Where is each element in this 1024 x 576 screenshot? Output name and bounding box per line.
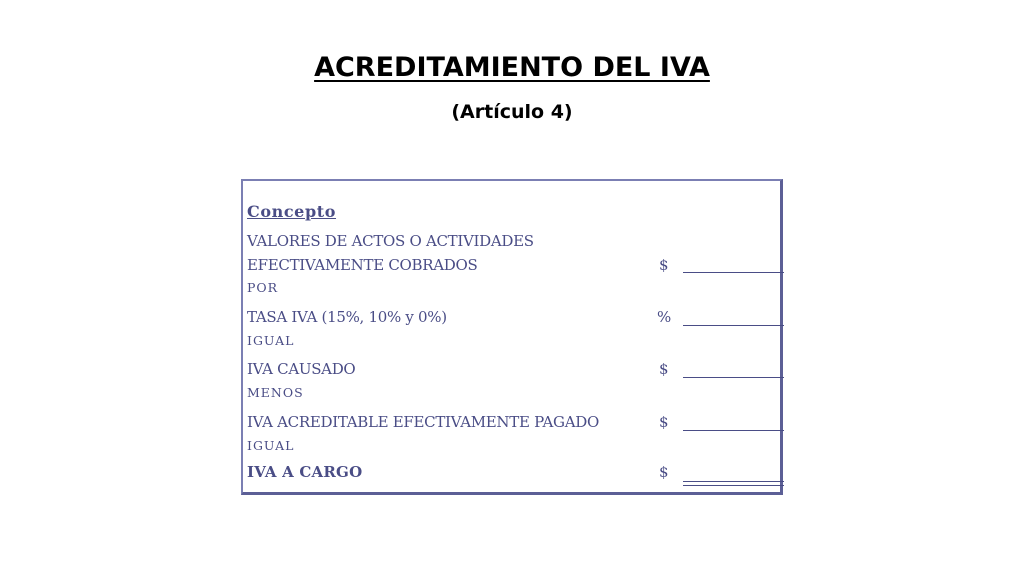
slide-title: ACREDITAMIENTO DEL IVA: [314, 52, 710, 83]
table-header-concepto: Concepto: [247, 202, 337, 221]
row-valores-label-line1: VALORES DE ACTOS O ACTIVIDADES: [247, 232, 534, 250]
row-iva-causado-label: IVA CAUSADO: [247, 360, 356, 378]
row-iva-causado-blank-line: [683, 377, 784, 378]
row-iva-causado-symbol: $: [659, 360, 669, 378]
row-valores-label-line2: EFECTIVAMENTE COBRADOS: [247, 256, 478, 274]
row-tasa-label: TASA IVA (15%, 10% y 0%): [247, 308, 447, 326]
slide-subtitle: (Artículo 4): [451, 101, 573, 123]
row-iva-a-cargo-double-line-top: [683, 481, 784, 482]
row-valores-blank-line: [683, 272, 784, 273]
row-tasa-symbol: %: [657, 308, 672, 326]
row-valores-symbol: $: [659, 256, 669, 274]
connector-igual-2: IGUAL: [247, 438, 295, 453]
row-iva-a-cargo-symbol: $: [659, 463, 669, 481]
row-tasa-blank-line: [683, 325, 784, 326]
row-iva-acreditable-label: IVA ACREDITABLE EFECTIVAMENTE PAGADO: [247, 413, 599, 431]
row-iva-a-cargo-double-line-bottom: [683, 485, 784, 486]
connector-por: POR: [247, 280, 279, 295]
row-iva-acreditable-blank-line: [683, 430, 784, 431]
connector-igual-1: IGUAL: [247, 333, 295, 348]
concept-table-frame: [241, 179, 783, 495]
row-iva-a-cargo-label: IVA A CARGO: [247, 463, 363, 481]
connector-menos: MENOS: [247, 385, 304, 400]
row-iva-acreditable-symbol: $: [659, 413, 669, 431]
